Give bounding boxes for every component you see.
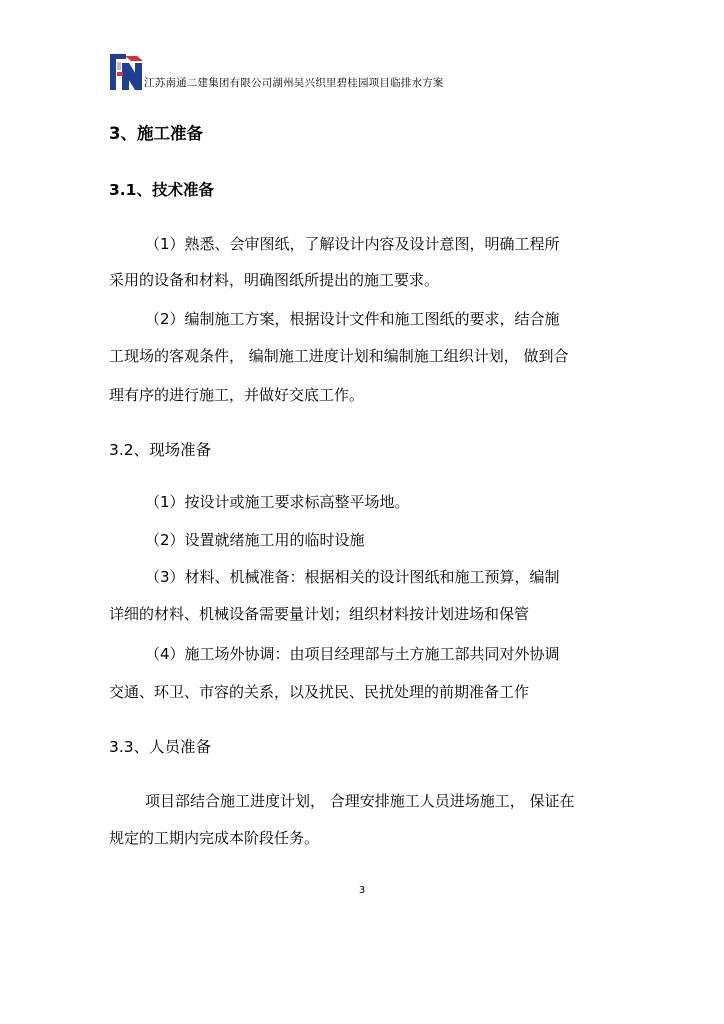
paragraph-line: 工现场的客观条件， 编制施工进度计划和编制施工组织计划， 做到合: [109, 347, 569, 365]
section-3-3-title: 3.3、人员准备: [109, 738, 212, 756]
paragraph-line: （4）施工场外协调：由项目经理部与土方施工部共同对外协调: [145, 645, 560, 663]
paragraph-line: 项目部结合施工进度计划， 合理安排施工人员进场施工， 保证在: [145, 792, 575, 810]
page-number: 3: [358, 885, 366, 896]
paragraph-line: 采用的设备和材料，明确图纸所提出的施工要求。: [109, 271, 440, 289]
section-3-2-title: 3.2、现场准备: [109, 441, 212, 459]
paragraph-line: 交通、环卫、市容的关系，以及扰民、民扰处理的前期准备工作: [109, 683, 530, 701]
paragraph-line: （3）材料、机械准备：根据相关的设计图纸和施工预算，编制: [145, 568, 560, 586]
paragraph-line: （2）编制施工方案，根据设计文件和施工图纸的要求，结合施: [145, 310, 560, 328]
section-3-title: 3、施工准备: [109, 124, 203, 143]
section-3-1-title: 3.1、技术准备: [109, 181, 214, 199]
paragraph-line: （2）设置就绪施工用的临时设施: [145, 531, 365, 549]
paragraph-line: （1）按设计或施工要求标高整平场地。: [145, 493, 410, 511]
header-title: 江苏南通二建集团有限公司湖州吴兴织里碧桂园项目临排水方案: [144, 77, 444, 89]
page-header: [109, 54, 444, 90]
company-logo: [109, 54, 143, 90]
paragraph-line: 详细的材料、机械设备需要量计划；组织材料按计划进场和保管: [109, 605, 530, 623]
paragraph-line: （1）熟悉、会审图纸，了解设计内容及设计意图，明确工程所: [145, 235, 560, 253]
paragraph-line: 理有序的进行施工，并做好交底工作。: [109, 386, 365, 404]
paragraph-line: 规定的工期内完成本阶段任务。: [109, 829, 320, 847]
